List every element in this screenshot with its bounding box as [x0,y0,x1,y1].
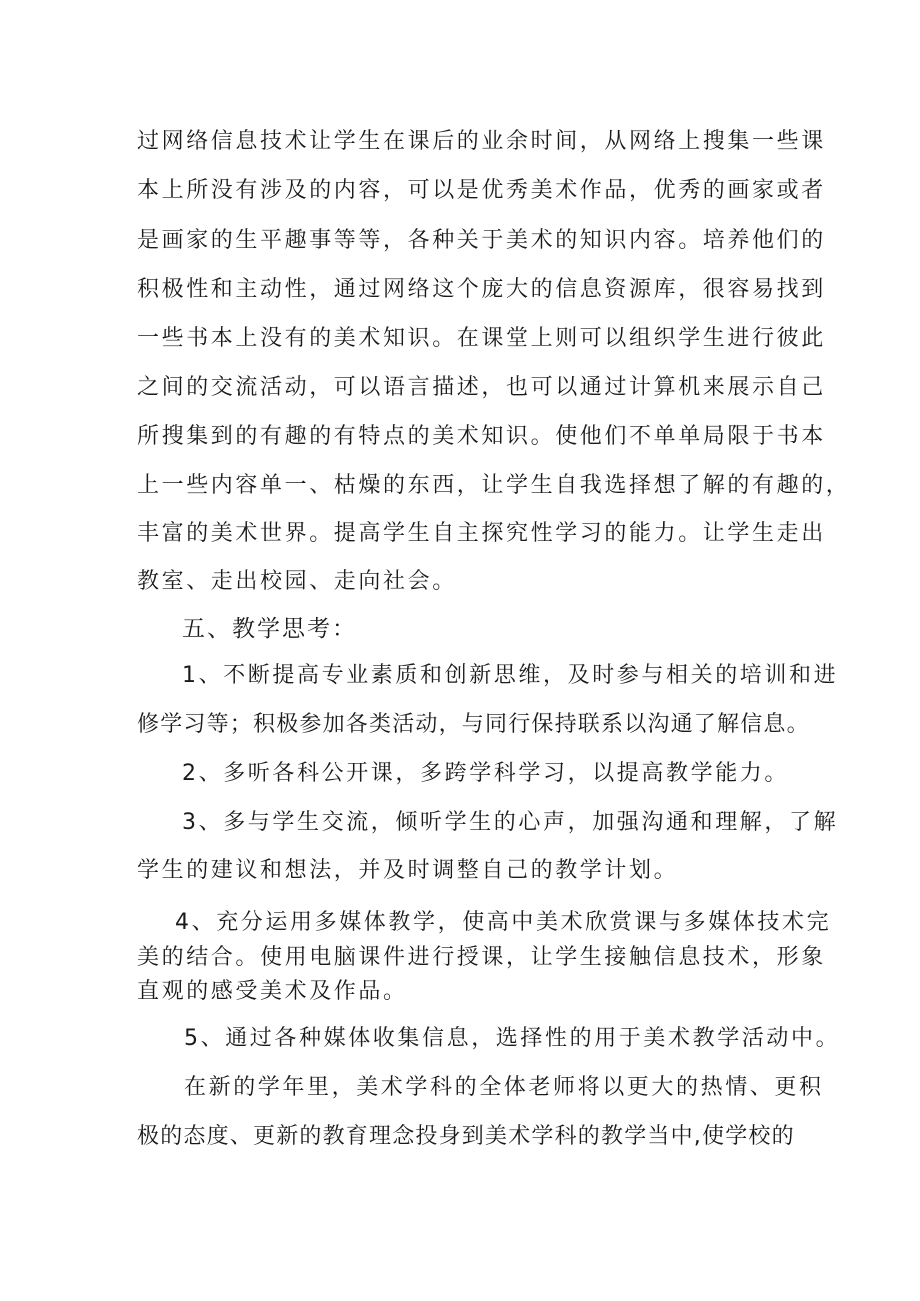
paragraph-line: 教室、走出校园、走向社会。 [137,569,457,594]
list-item-line: 直观的感受美术及作品。 [137,979,408,1004]
paragraph-line: 丰富的美术世界。提高学生自主探究性学习的能力。让学生走出 [137,521,826,546]
paragraph-line: 过网络信息技术让学生在课后的业余时间，从网络上搜集一些课 [137,129,826,154]
paragraph-line: 所搜集到的有趣的有特点的美术知识。使他们不单单局限于书本 [137,424,826,449]
closing-line: 在新的学年里，美术学科的全体老师将以更大的热情、更积 [184,1075,824,1100]
list-item-line: 修学习等；积极参加各类活动，与同行保持联系以沟通了解信息。 [137,712,810,737]
paragraph-line: 积极性和主动性，通过网络这个庞大的信息资源库，很容易找到 [137,277,826,302]
list-item-line: 2、多听各科公开课，多跨学科学习，以提高教学能力。 [182,761,789,786]
list-item-line: 1、不断提高专业素质和创新思维，及时参与相关的培训和进 [182,663,839,688]
section-heading: 五、教学思考： [182,616,357,642]
list-item-line: 3、多与学生交流，倾听学生的心声，加强沟通和理解，了解 [182,810,839,835]
list-item-line: 5、通过各种媒体收集信息，选择性的用于美术教学活动中。 [184,1026,841,1051]
paragraph-line: 本上所没有涉及的内容，可以是优秀美术作品，优秀的画家或者 [137,178,826,203]
paragraph-line: 上一些内容单一、枯燥的东西，让学生自我选择想了解的有趣的， [137,473,851,498]
closing-line: 极的态度、更新的教育理念投身到美术学科的教学当中,使学校的 [137,1124,795,1149]
paragraph-line: 之间的交流活动，可以语言描述，也可以通过计算机来展示自己 [137,375,826,400]
paragraph-line: 是画家的生平趣事等等，各种关于美术的知识内容。培养他们的 [137,228,826,253]
list-item-line: 4、充分运用多媒体教学，使高中美术欣赏课与多媒体技术完 [175,910,832,935]
paragraph-line: 一些书本上没有的美术知识。在课堂上则可以组织学生进行彼此 [137,326,826,351]
list-item-line: 美的结合。使用电脑课件进行授课，让学生接触信息技术，形象 [137,945,826,970]
list-item-line: 学生的建议和想法，并及时调整自己的教学计划。 [137,858,679,883]
